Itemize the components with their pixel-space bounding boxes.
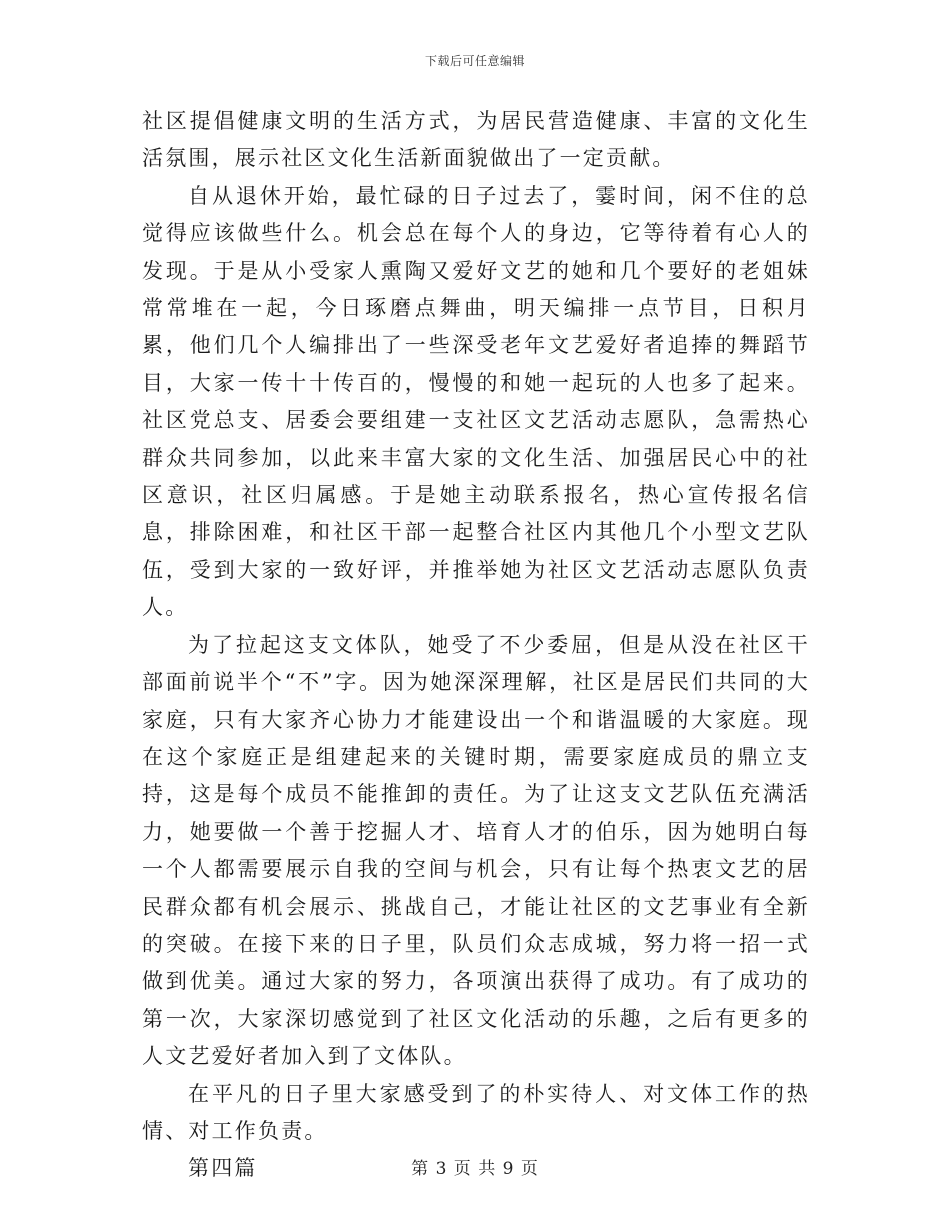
paragraph-continuation: 社区提倡健康文明的生活方式，为居民营造健康、丰富的文化生活氛围，展示社区文化生活新面貌做出了一定贡献。 xyxy=(142,109,810,171)
paragraph-summary: 在平凡的日子里大家感受到了的朴实待人、对文体工作的热情、对工作负责。 xyxy=(142,1081,810,1143)
section-heading-part-four: 第四篇 xyxy=(188,1156,258,1181)
paragraph-team-building: 为了拉起这支文体队，她受了不少委屈，但是从没在社区干部面前说半个“不”字。因为她深深理解，社区是居民们共同的大家庭，只有大家齐心协力才能建设出一个和谐温暖的大家庭。现在这个家庭正是组建起来的关键时期，需要家庭成员的鼎立支持，这是每个成员不能推卸的责任。为了让这支文艺队伍充满活力，她要做一个善于挖掘人才、培育人才的伯乐，因为她明白每一个人都需要展示自我的空间与机会，只有让每个热衷文艺的居民群众都有机会展示、挑战自己，才能让社区的文艺事业有全新的突破。在接下来的日子里，队员们众志成城，努力将一招一式做到优美。通过大家的努力，各项演出获得了成功。有了成功的第一次，大家深切感觉到了社区文化活动的乐趣，之后有更多的人文艺爱好者加入到了文体队。 xyxy=(142,632,810,1069)
paragraph-retirement: 自从退休开始，最忙碌的日子过去了，霎时间，闲不住的总觉得应该做些什么。机会总在每个人的身边，它等待着有心人的发现。于是从小受家人熏陶又爱好文艺的她和几个要好的老姐妹常常堆在一起，今日琢磨点舞曲，明天编排一点节目，日积月累，他们几个人编排出了一些深受老年文艺爱好者追捧的舞蹈节目，大家一传十十传百的，慢慢的和她一起玩的人也多了起来。社区党总支、居委会要组建一支社区文艺活动志愿队，急需热心群众共同参加，以此来丰富大家的文化生活、加强居民心中的社区意识，社区归属感。于是她主动联系报名，热心宣传报名信息，排除困难，和社区干部一起整合社区内其他几个小型文艺队伍，受到大家的一致好评，并推举她为社区文艺活动志愿队负责人。 xyxy=(142,183,810,620)
page-number-footer xyxy=(0,1154,950,1179)
page-number-label: 第 3 页 共 9 页 xyxy=(411,1159,539,1179)
document-body xyxy=(142,103,810,1188)
page-header-note: 下载后可任意编辑 xyxy=(424,54,525,68)
